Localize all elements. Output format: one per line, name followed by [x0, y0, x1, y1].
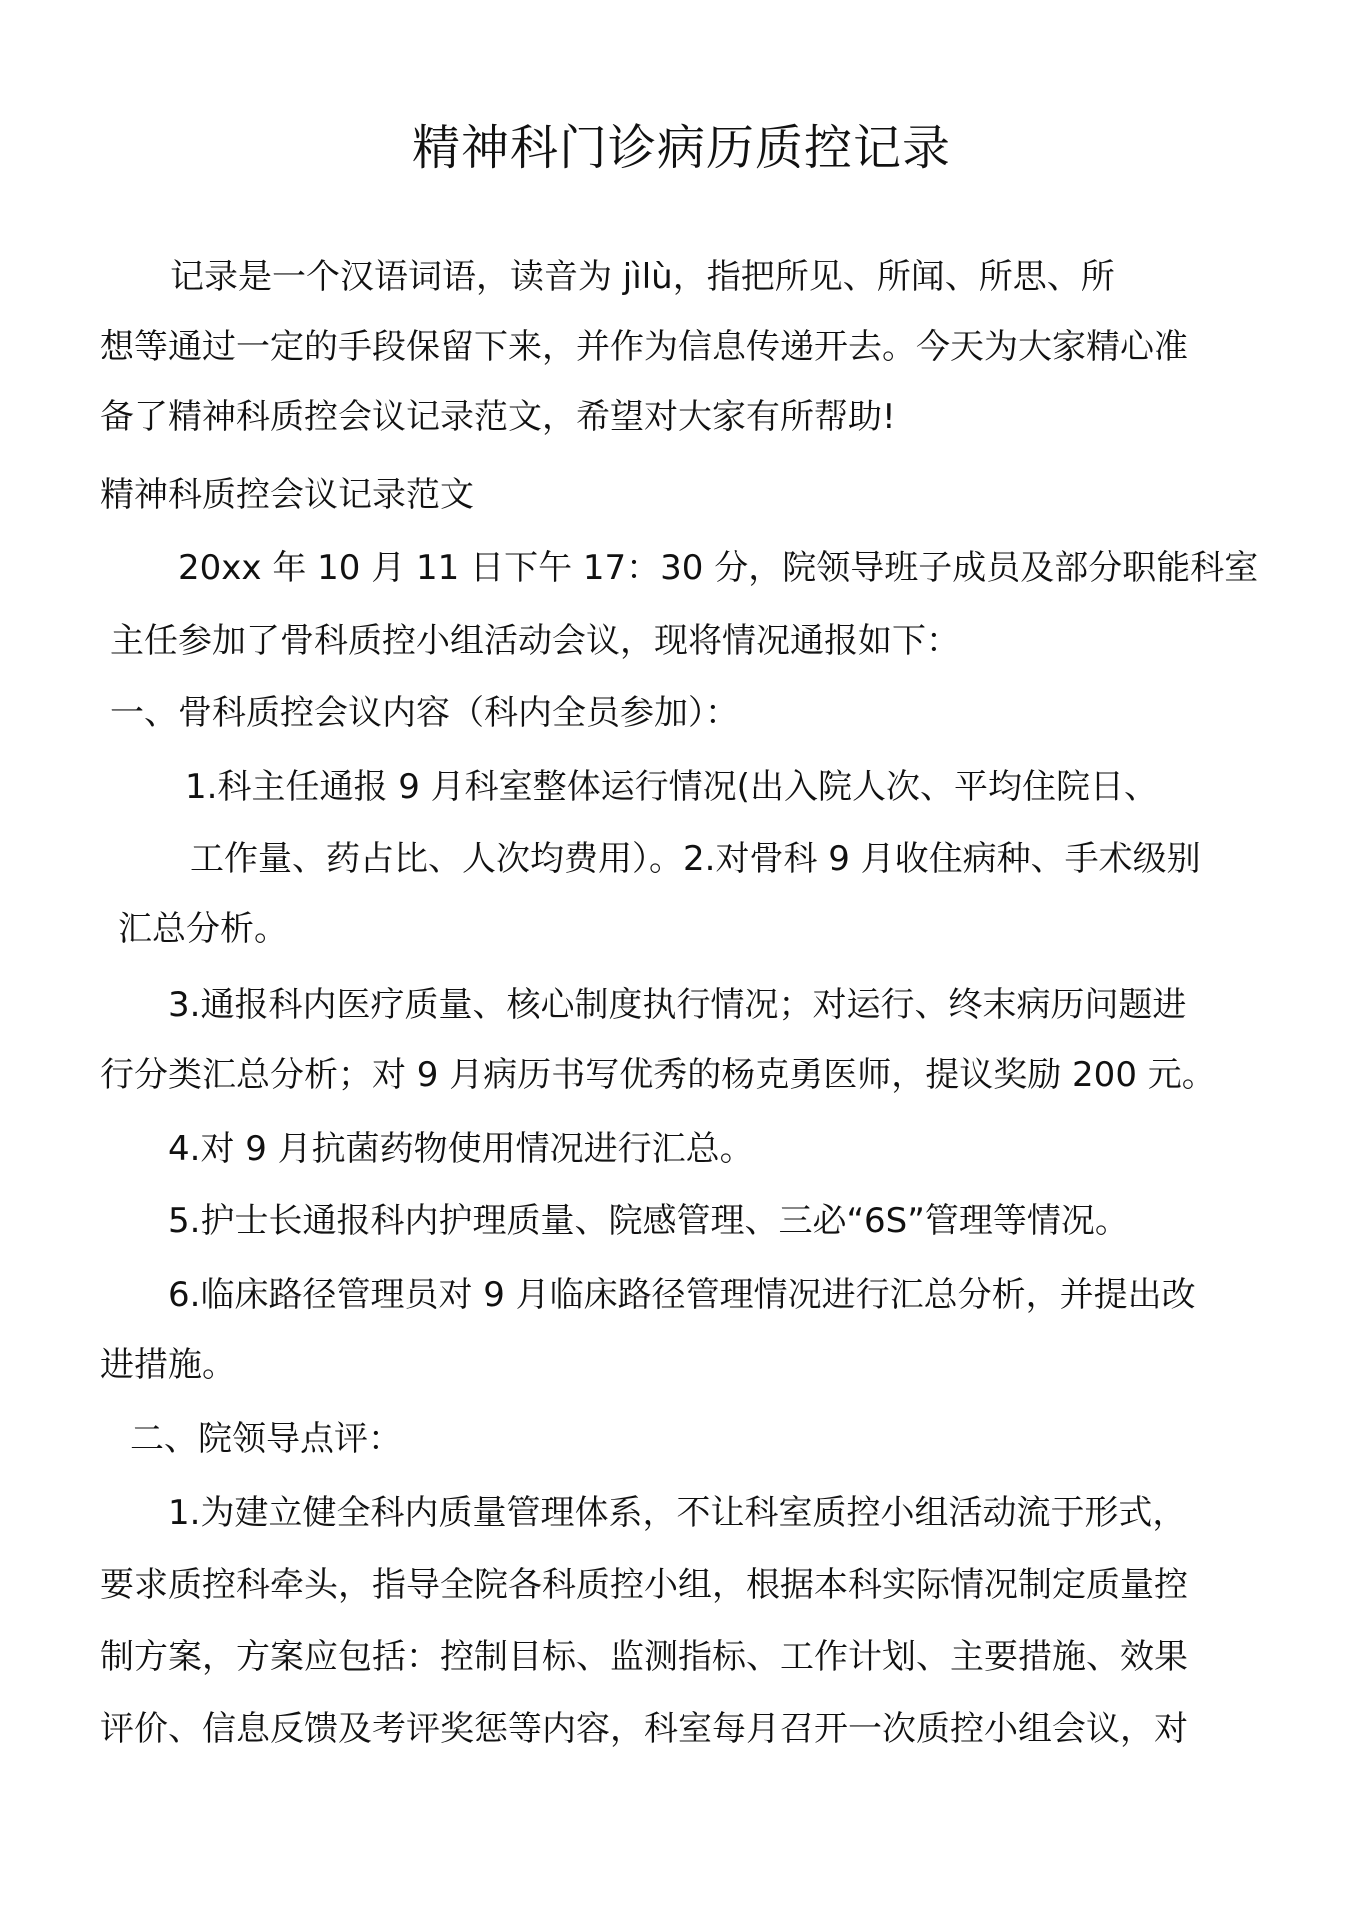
paragraph-line: 备了精神科质控会议记录范文，希望对大家有所帮助!	[100, 397, 896, 437]
list-item: 1.为建立健全科内质量管理体系，不让科室质控小组活动流于形式，	[168, 1493, 1187, 1533]
list-item: 汇总分析。	[118, 909, 288, 949]
list-item: 行分类汇总分析；对 9 月病历书写优秀的杨克勇医师，提议奖励 200 元。	[100, 1055, 1216, 1095]
section-heading: 精神科质控会议记录范文	[100, 475, 474, 515]
paragraph-line: 记录是一个汉语词语，读音为 jìlù，指把所见、所闻、所思、所	[170, 257, 1115, 297]
list-item: 3.通报科内医疗质量、核心制度执行情况；对运行、终末病历问题进	[168, 985, 1187, 1025]
paragraph-line: 制方案，方案应包括：控制目标、监测指标、工作计划、主要措施、效果	[100, 1637, 1188, 1677]
list-item: 1.科主任通报 9 月科室整体运行情况(出入院人次、平均住院日、	[185, 767, 1158, 807]
list-item: 工作量、药占比、人次均费用）。2.对骨科 9 月收住病种、手术级别	[190, 839, 1201, 879]
list-item: 5.护士长通报科内护理质量、院感管理、三必“6S”管理等情况。	[168, 1201, 1129, 1241]
paragraph-line: 主任参加了骨科质控小组活动会议，现将情况通报如下：	[110, 621, 960, 661]
paragraph-line: 想等通过一定的手段保留下来，并作为信息传递开去。今天为大家精心准	[100, 327, 1188, 367]
paragraph-line: 评价、信息反馈及考评奖惩等内容，科室每月召开一次质控小组会议，对	[100, 1709, 1188, 1749]
document-title: 精神科门诊病历质控记录	[411, 120, 951, 176]
section-heading: 二、院领导点评：	[130, 1419, 402, 1459]
paragraph-line: 20xx 年 10 月 11 日下午 17：30 分，院领导班子成员及部分职能科室	[178, 548, 1259, 588]
section-heading: 一、骨科质控会议内容（科内全员参加）：	[110, 693, 739, 733]
list-item: 6.临床路径管理员对 9 月临床路径管理情况进行汇总分析，并提出改	[168, 1275, 1196, 1315]
list-item: 进措施。	[100, 1345, 236, 1385]
paragraph-line: 要求质控科牵头，指导全院各科质控小组，根据本科实际情况制定质量控	[100, 1565, 1188, 1605]
list-item: 4.对 9 月抗菌药物使用情况进行汇总。	[168, 1129, 754, 1169]
